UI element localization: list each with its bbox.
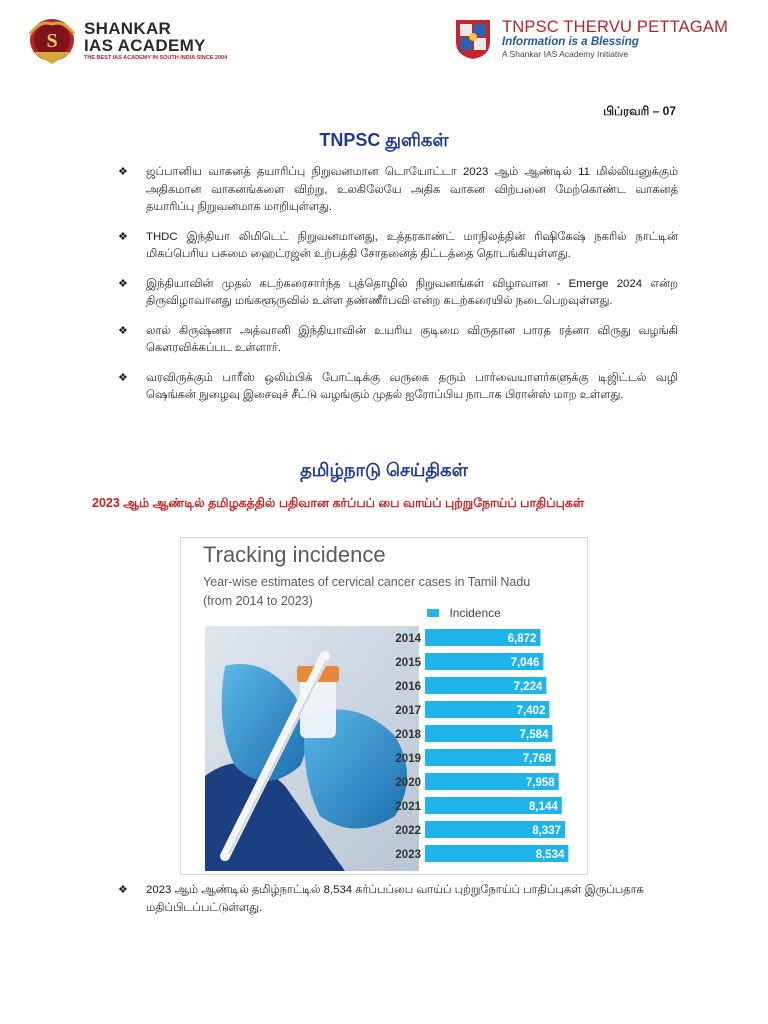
bar-value-label: 8,144 [529,801,558,813]
list-item [118,229,678,264]
bar-value-label: 8,534 [535,849,565,861]
bar-value-label: 7,584 [519,729,549,741]
diamond-bullet-icon: ❖ [118,277,128,290]
bullet-text: ஜப்பானிய வாகனத் தயாரிப்பு நிறுவனமான டொயோட்டா 2023 ஆம் ஆண்டில் 11 மில்லியனுக்கும் அதிகமான வாகனங்களை விற்று, உலகிலேயே அதிக வாகன விற்பனை மேற்கொண்ட வாகனத் தயாரிப்பு நிறுவனமாக மாறியுள்ளது. [146,166,678,213]
bar-value-label: 7,224 [513,681,543,693]
year-tick-label: 2021 [395,801,421,813]
section-title-tnpsc-drops: TNPSC துளிகள் [319,130,449,150]
bullet-text: வரவிருக்கும் பாரீஸ் ஒலிம்பிக் போட்டிக்கு வருகை தரும் பார்வையாளர்களுக்கு டிஜிட்டல் வழி ஷெங்கன் நுழைவு இசைவுச் சீட்டு வழங்கும் முதல் ஐரோப்பிய நாடாக பிரான்ஸ் மாற உள்ளது. [146,371,678,401]
svg-text:S: S [46,30,58,52]
year-tick-label: 2019 [395,753,421,765]
year-tick-label: 2016 [395,681,421,693]
year-tick-label: 2015 [395,657,421,669]
brand-name-line1: SHANKAR [84,19,172,38]
bullet-text: 2023 ஆம் ஆண்டில் தமிழ்நாட்டில் 8,534 கர்ப்பப்பை வாய்ப் புற்றுநோய்ப் பாதிப்புகள் இருப்பதாக மதிப்பிடப்பட்டுள்ளது. [146,884,644,914]
diamond-bullet-icon: ❖ [118,230,128,243]
brand-name-line2: IAS ACADEMY [84,36,206,55]
year-tick-label: 2017 [395,705,421,717]
diamond-bullet-icon: ❖ [118,324,128,337]
bullet-text: இந்தியாவின் முதல் கடற்கரைசார்ந்த புத்தொழில் நிறுவனங்கள் விழாவான - Emerge 2024 என்ற திருவிழாவானது மங்களூருவில் உள்ள தண்ணீர்பவி என்ற கடற்கரையில் நடைபெறவுள்ளது. [146,277,678,307]
tamilnadu-bullet-list [118,882,678,917]
right-brand-slogan: Information is a Blessing [502,36,639,48]
list-item [118,882,678,917]
year-tick-label: 2018 [395,729,421,741]
section-title-tamilnadu-news: தமிழ்நாடு செய்திகள் [300,460,468,480]
chart-subtitle: Year-wise estimates of cervical cancer cases in Tamil Nadu [203,575,531,589]
bar-value-label: 7,958 [525,777,555,789]
right-brand-initiative: A Shankar IAS Academy Initiative [502,49,629,59]
academy-seal-icon [26,16,78,66]
list-item [118,164,678,217]
bar-value-label: 7,768 [522,753,552,765]
year-tick-label: 2022 [395,825,421,837]
shankar-ias-logo [26,16,246,68]
year-tick-label: 2020 [395,777,421,789]
issue-date: பிப்ரவரி – 07 [603,104,676,118]
cervical-cancer-chart-figure [180,537,588,875]
diamond-bullet-icon: ❖ [118,371,128,384]
list-item [118,276,678,311]
crest-icon [454,18,492,60]
year-tick-label: 2023 [395,849,421,861]
list-item [118,323,678,358]
bar-value-label: 8,337 [532,825,562,837]
legend-label: Incidence [449,605,501,620]
list-item [118,370,678,405]
bullet-text: லால் கிருஷ்ணா அத்வானி இந்தியாவின் உயரிய குடிமை விருதான பாரத ரத்னா விருது வழங்கி கௌரவிக்கப்பட உள்ளார். [146,324,678,354]
bullet-text: THDC இந்தியா லிமிடெட் நிறுவனமானது, உத்தரகாண்ட் மாநிலத்தின் ரிஷிகேஷ் நகரில் நாட்டின் மிகப்பெரிய பசுமை ஹைட்ரஜன் உற்பத்தி சோதனைத் திட்டத்தை தொடங்கியுள்ளது. [146,230,678,260]
right-brand-title: TNPSC THERVU PETTAGAM [502,18,729,36]
year-tick-label: 2014 [395,633,421,645]
bar-value-label: 7,402 [516,705,546,717]
news-subheading: 2023 ஆம் ஆண்டில் தமிழகத்தில் பதிவான கர்ப்பப் பை வாய்ப் புற்றுநோய்ப் பாதிப்புகள் [92,496,585,510]
bar-value-label: 6,872 [507,633,537,645]
diamond-bullet-icon: ❖ [118,884,128,896]
tnpsc-thervu-pettagam-logo [454,18,754,64]
incidence-bar-chart [181,538,587,874]
diamond-bullet-icon: ❖ [118,166,128,178]
bar-value-label: 7,046 [510,657,540,669]
brand-tagline: THE BEST IAS ACADEMY IN SOUTH INDIA SINCE 2004 [84,55,228,61]
chart-title: Tracking incidence [203,542,386,567]
chart-subtitle-range: (from 2014 to 2023) [203,594,313,608]
tnpsc-bullet-list [118,164,678,417]
